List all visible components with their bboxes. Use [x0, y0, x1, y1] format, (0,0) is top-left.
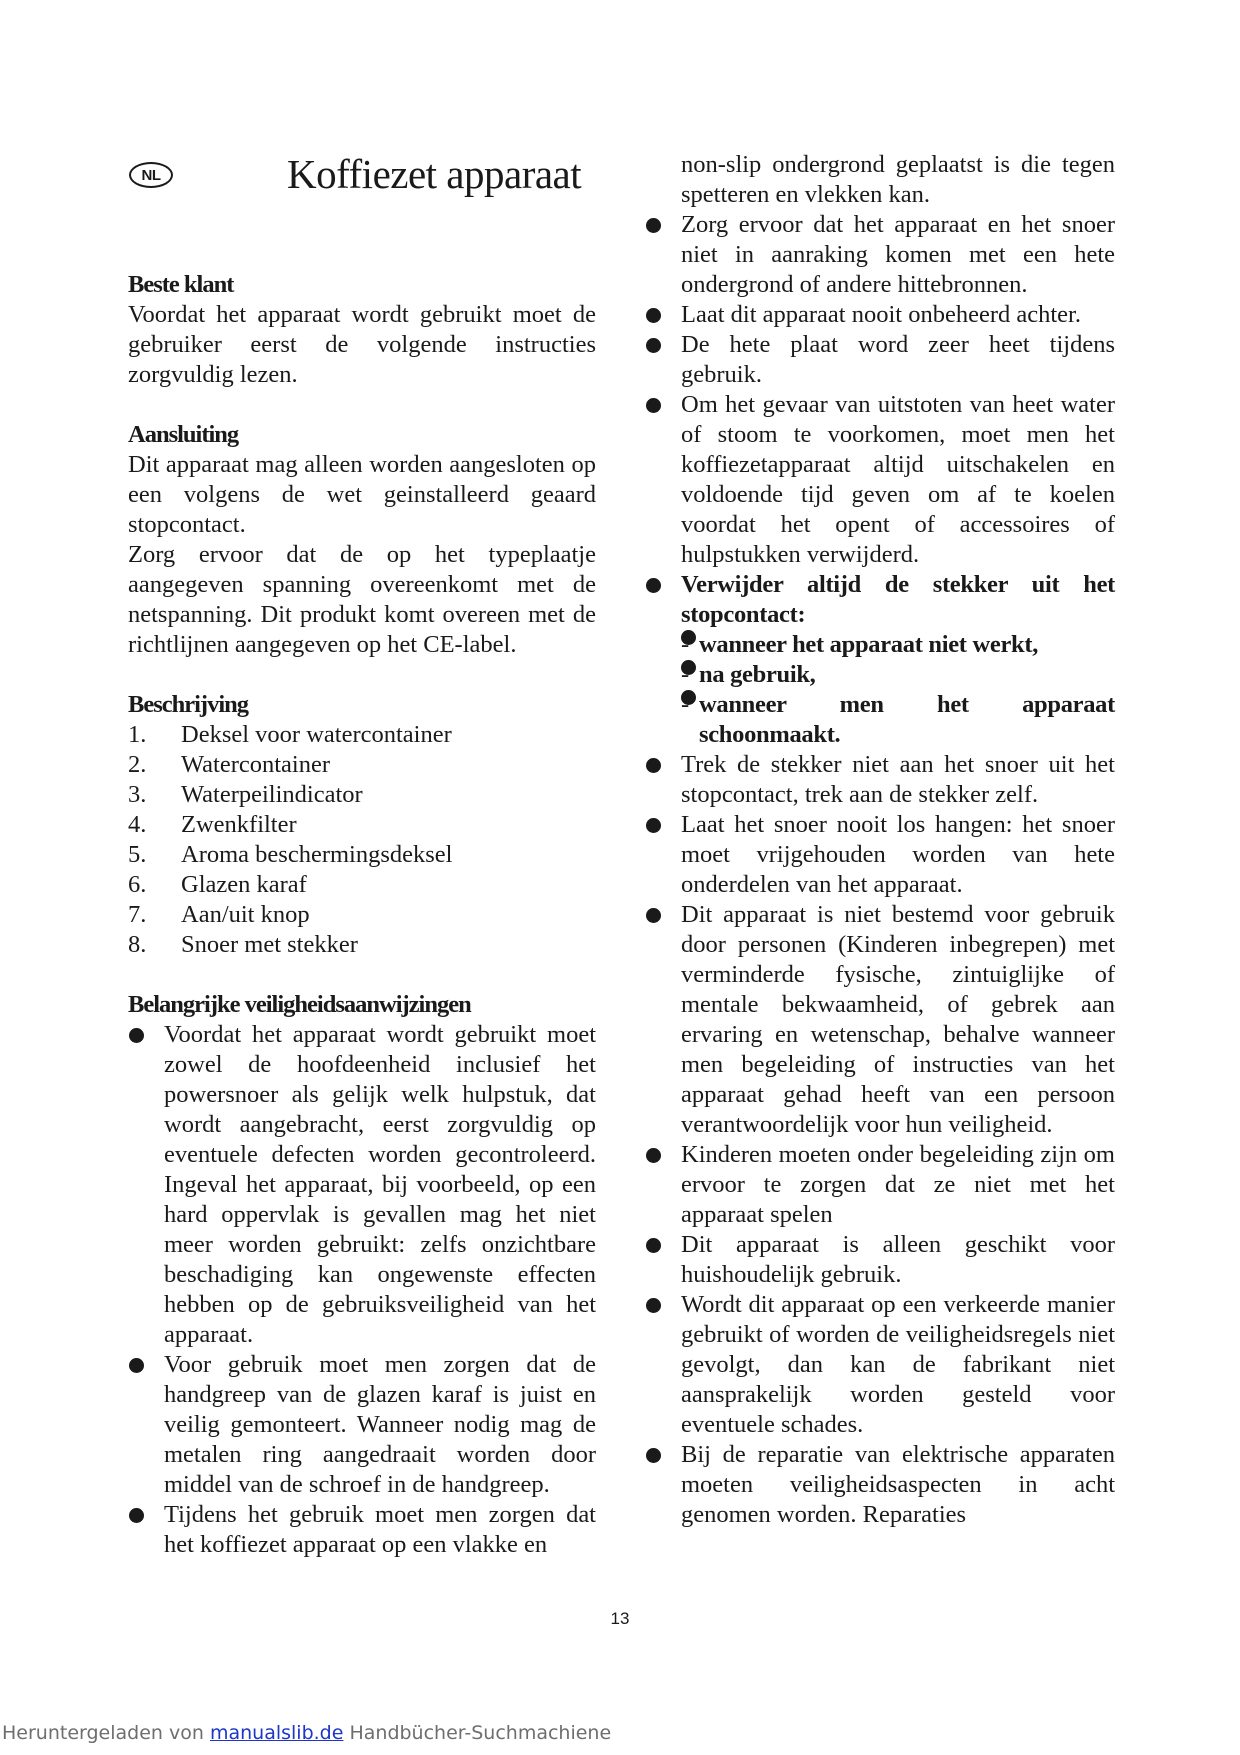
page-number: 13: [610, 1609, 630, 1628]
safety-item: Dit apparaat is niet bestemd voor gebruik door personen (Kinderen inbegrepen) met verminderde fysische, zintuiglijke of mentale bekwaamheid, of gebrek aan ervaring en wetenschap, behalve wanneer men begeleiding of instructies van het apparaat gehad heeft van een persoon verantwoordelijk voor hun veiligheid.: [645, 900, 1115, 1140]
safety-list-right: [645, 150, 1115, 1530]
intro-text: Voordat het apparaat wordt gebruikt moet de gebruiker eerst de volgende instructies zorgvuldig lezen.: [128, 301, 596, 388]
language-badge: NL: [129, 162, 173, 188]
connection-text-2: Zorg ervoor dat de op het typeplaatje aangegeven spanning overeenkomt met de netspanning. Dit produkt komt overeen met de richtlijnen aangegeven op het CE-label.: [128, 541, 596, 658]
safety-item: Laat het snoer nooit los hangen: het snoer moet vrijgehouden worden van hete onderdelen van het apparaat.: [645, 810, 1115, 900]
description-heading: Beschrijving: [128, 691, 249, 718]
safety-item: Om het gevaar van uitstoten van heet water of stoom te voorkomen, moet men het koffiezetapparaat altijd uitschakelen en voldoende tijd geven om af te koelen voordat het opent of accessoires of hulpstukken verwijderd.: [645, 390, 1115, 570]
description-list: [128, 720, 596, 960]
safety-item: Voordat het apparaat wordt gebruikt moet zowel de hoofdeenheid inclusief het powersnoer als gelijk welk hulpstuk, dat wordt aangebracht, eerst zorgvuldig op eventuele defecten worden gecontroleerd. Ingeval het apparaat, bij voorbeeld, op een hard oppervlak is gevallen mag het niet meer worden gebruikt: zelfs onzichtbare beschadiging kan ongewenste effecten hebben op de gebruiksveiligheid van het apparaat.: [128, 1020, 596, 1350]
safety-item: Dit apparaat is alleen geschikt voor huishoudelijk gebruik.: [645, 1230, 1115, 1290]
page-title: Koffiezet apparaat: [287, 151, 582, 197]
safety-list-left: [128, 1020, 596, 1560]
safety-item: Voor gebruik moet men zorgen dat de handgreep van de glazen karaf is juist en veilig gemonteert. Wanneer nodig mag de metalen ring aangedraait worden door middel van de schroef in de handgreep.: [128, 1350, 596, 1500]
safety-item: De hete plaat word zeer heet tijdens gebruik.: [645, 330, 1115, 390]
footer-prefix: Heruntergeladen von: [2, 1722, 204, 1744]
list-item: 3. Waterpeilindicator: [128, 781, 363, 808]
unplug-item: - wanneer het apparaat niet werkt,: [681, 630, 1115, 660]
list-item: 8. Snoer met stekker: [128, 931, 358, 958]
connection-heading: Aansluiting: [128, 421, 239, 448]
left-column: [128, 270, 596, 1560]
safety-item: Bij de reparatie van elektrische apparaten moeten veiligheidsaspecten in acht genomen worden. Reparaties: [645, 1440, 1115, 1530]
safety-item: Kinderen moeten onder begeleiding zijn om ervoor te zorgen dat ze niet met het apparaat spelen: [645, 1140, 1115, 1230]
unplug-item: - wanneer men het apparaat schoonmaakt.: [681, 690, 1115, 750]
unplug-item: - na gebruik,: [681, 660, 1115, 690]
list-item: 4. Zwenkfilter: [128, 811, 297, 838]
unplug-text: Verwijder altijd de stekker uit het stopcontact:: [681, 571, 1115, 628]
list-item: 6. Glazen karaf: [128, 871, 307, 898]
list-item: 1. Deksel voor watercontainer: [128, 721, 452, 748]
footer-suffix: Handbücher-Suchmachiene: [349, 1722, 612, 1744]
list-item: 2. Watercontainer: [128, 751, 331, 778]
safety-item: Laat dit apparaat nooit onbeheerd achter.: [645, 300, 1115, 330]
right-column: [645, 150, 1115, 1530]
download-footer: [2, 1722, 611, 1744]
manualslib-link[interactable]: manualslib.de: [209, 1722, 344, 1744]
list-item: 5. Aroma beschermingsdeksel: [128, 841, 453, 868]
safety-item: Tijdens het gebruik moet men zorgen dat het koffiezet apparaat op een vlakke en: [128, 1500, 596, 1560]
safety-item: Trek de stekker niet aan het snoer uit het stopcontact, trek aan de stekker zelf.: [645, 750, 1115, 810]
unplug-list: [681, 630, 1115, 750]
connection-text-1: Dit apparaat mag alleen worden aangesloten op een volgens de wet geinstalleerd geaard stopcontact.: [128, 451, 596, 538]
safety-item-continuation: non-slip ondergrond geplaatst is die tegen spetteren en vlekken kan.: [681, 151, 1115, 208]
safety-item: Zorg ervoor dat het apparaat en het snoer niet in aanraking komen met een hete ondergrond of andere hittebronnen.: [645, 210, 1115, 300]
intro-heading: Beste klant: [128, 271, 234, 298]
safety-item-unplug: [645, 570, 1115, 750]
safety-heading: Belangrijke veiligheidsaanwijzingen: [128, 991, 471, 1018]
safety-item: Wordt dit apparaat op een verkeerde manier gebruikt of worden de veiligheidsregels niet gevolgt, dan kan de fabrikant niet aansprakelijk worden gesteld voor eventuele schades.: [645, 1290, 1115, 1440]
list-item: 7. Aan/uit knop: [128, 901, 310, 928]
